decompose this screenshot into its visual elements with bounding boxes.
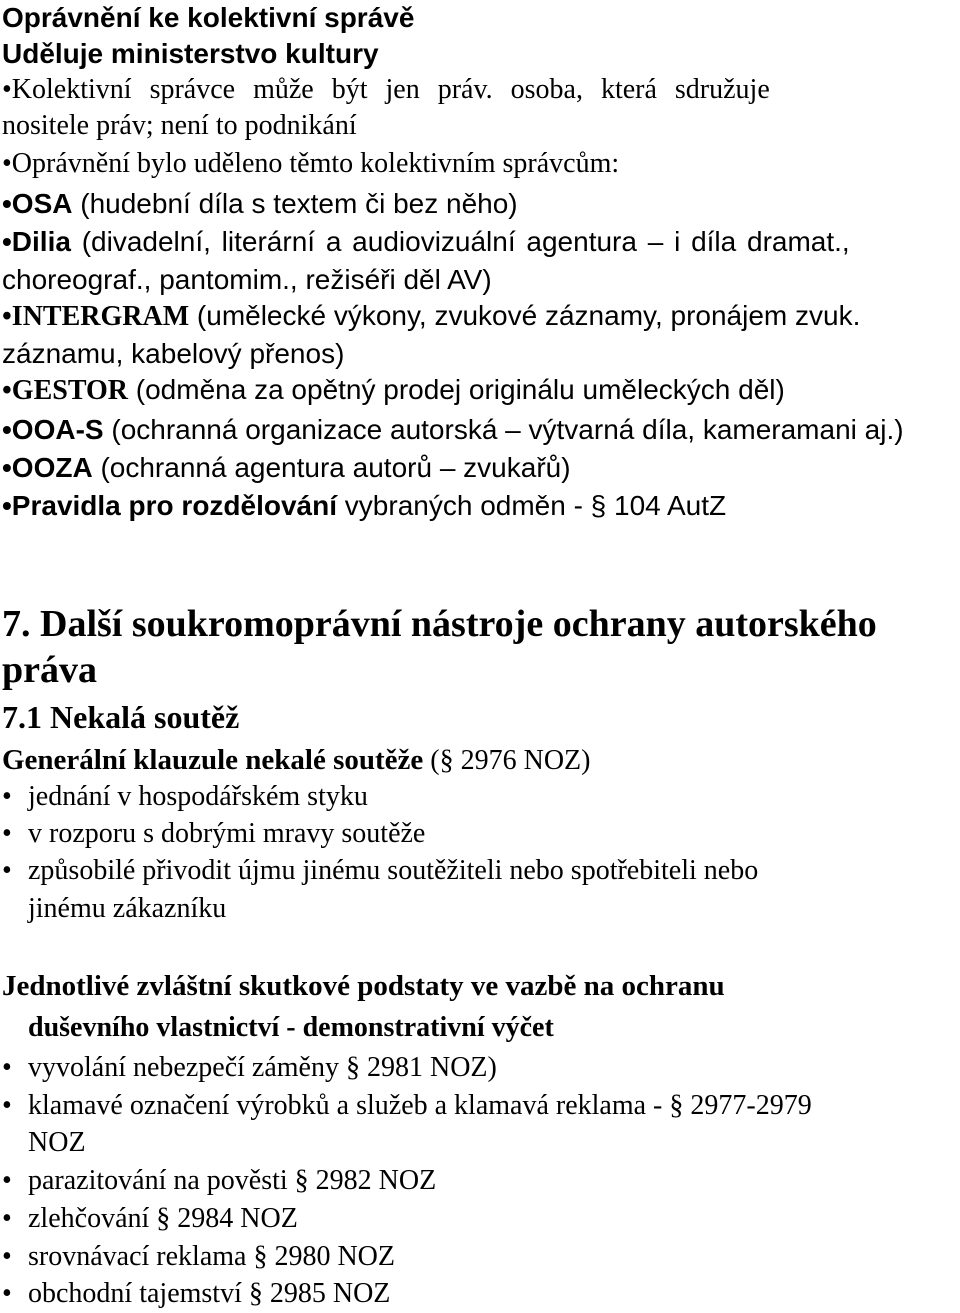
paragraph-line: •Oprávnění bylo uděleno těmto kolektivním správcům: xyxy=(2,148,620,179)
list-item: zlehčování § 2984 NOZ xyxy=(28,1203,298,1234)
org-name: •Dilia xyxy=(2,226,71,257)
bullet-icon: • xyxy=(2,781,12,812)
org-name: •INTERGRAM xyxy=(2,301,190,332)
org-name: •OOZA xyxy=(2,452,93,483)
section-title: Oprávnění ke kolektivní správě xyxy=(2,2,415,33)
bullet-icon: • xyxy=(2,855,12,886)
clause-ref: (§ 2976 NOZ) xyxy=(423,745,591,776)
bullet-icon: • xyxy=(2,1241,12,1272)
list-item-pravidla xyxy=(2,488,726,525)
list-item: srovnávací reklama § 2980 NOZ xyxy=(28,1241,395,1272)
list-item: jednání v hospodářském styku xyxy=(28,781,368,812)
special-heading: Jednotlivé zvláštní skutkové podstaty ve vazbě na ochranu xyxy=(2,970,725,1002)
org-desc: (ochranná agentura autorů – zvukařů) xyxy=(92,452,571,483)
list-item-ooza xyxy=(2,450,571,487)
bullet-icon: • xyxy=(2,1165,12,1196)
bullet-icon: • xyxy=(2,1052,12,1083)
chapter-heading: 7. Další soukromoprávní nástroje ochrany autorského xyxy=(2,603,877,645)
list-item-intergram-cont: záznamu, kabelový přenos) xyxy=(2,338,345,369)
bullet-icon: • xyxy=(2,818,12,849)
org-desc: (hudební díla s textem či bez něho) xyxy=(72,188,518,219)
paragraph-line xyxy=(2,72,958,108)
list-item: parazitování na pověsti § 2982 NOZ xyxy=(28,1165,437,1196)
special-heading-cont: duševního vlastnictví - demonstrativní výčet xyxy=(28,1012,554,1043)
rule-desc: vybraných odměn - § 104 AutZ xyxy=(337,490,727,521)
list-item-dilia-cont: choreograf., pantomim., režiséři děl AV) xyxy=(2,264,492,295)
org-name: •GESTOR xyxy=(2,375,128,406)
bullet-icon: • xyxy=(2,1203,12,1234)
clause-title: Generální klauzule nekalé soutěže xyxy=(2,744,424,776)
bullet-icon: • xyxy=(2,1090,12,1121)
org-name: •OSA xyxy=(2,188,73,219)
org-desc: (divadelní, literární a audiovizuální agentura – i díla dramat., xyxy=(70,226,850,257)
org-desc: (ochranná organizace autorská – výtvarná díla, kameramani aj.) xyxy=(103,414,904,445)
chapter-heading-cont: práva xyxy=(2,649,97,691)
list-item: v rozporu s dobrými mravy soutěže xyxy=(28,818,426,849)
list-item: obchodní tajemství § 2985 NOZ xyxy=(28,1278,391,1309)
bullet-icon: • xyxy=(2,1278,12,1309)
paragraph-line: nositele práv; není to podnikání xyxy=(2,110,357,141)
org-desc: (umělecké výkony, zvukové záznamy, pronájem zvuk. xyxy=(189,300,861,331)
list-item-dilia xyxy=(2,224,850,261)
list-item-cont: NOZ xyxy=(28,1127,86,1158)
list-item-intergram xyxy=(2,298,860,335)
list-item-cont: jinému zákazníku xyxy=(28,893,227,924)
text: •Kolektivní správce může být jen práv. osoba, která sdružuje xyxy=(2,74,770,105)
list-item: vyvolání nebezpečí záměny § 2981 NOZ) xyxy=(28,1052,497,1083)
list-item: klamavé označení výrobků a služeb a klamavá reklama - § 2977-2979 xyxy=(28,1090,812,1121)
list-item: způsobilé přivodit újmu jinému soutěžiteli nebo spotřebiteli nebo xyxy=(28,855,759,886)
list-item-osa xyxy=(2,186,518,223)
org-desc: (odměna za opětný prodej originálu uměleckých děl) xyxy=(128,374,785,405)
list-item-gestor xyxy=(2,372,785,409)
general-clause xyxy=(2,742,590,779)
rule-name: •Pravidla pro rozdělování xyxy=(2,490,338,521)
org-name: •OOA-S xyxy=(2,414,104,445)
section-heading: 7.1 Nekalá soutěž xyxy=(2,699,240,735)
section-subtitle: Uděluje ministerstvo kultury xyxy=(2,38,379,69)
list-item-ooas xyxy=(2,412,904,449)
